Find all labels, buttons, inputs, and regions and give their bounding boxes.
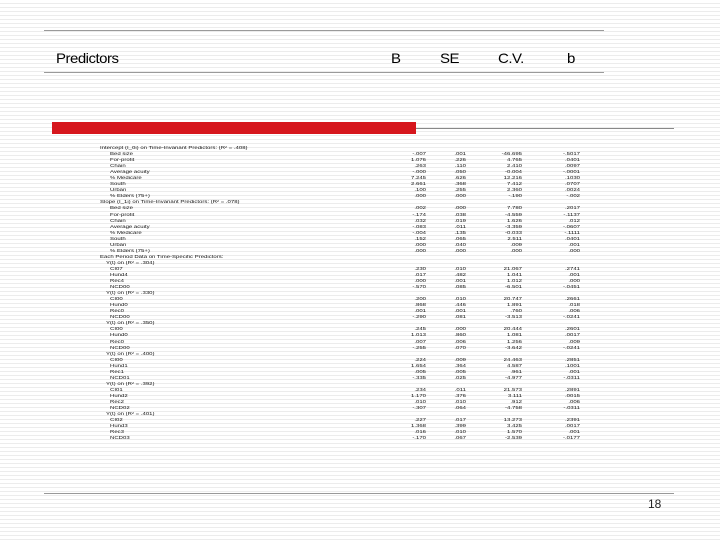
row-label: CI02 (110, 418, 123, 423)
cell-se: .006 (454, 339, 466, 345)
cell-cv: 24.463 (503, 357, 522, 363)
cell-se: .019 (454, 218, 466, 224)
row-label: Bed size (110, 206, 134, 212)
cell-beta: .0401 (564, 236, 580, 242)
row-label: CI00 (110, 327, 123, 333)
row-label: NCD00 (110, 315, 130, 320)
cell-b: .007 (414, 339, 426, 345)
row-label: Rec2 (110, 399, 125, 405)
cell-se: .010 (454, 266, 466, 272)
row-label: South (110, 236, 126, 242)
cell-beta: .1001 (564, 363, 580, 369)
cell-cv: 2.360 (506, 188, 522, 194)
row-label: Y(t) on (R² = .350) (106, 321, 155, 327)
cell-beta: .0024 (564, 188, 580, 194)
cell-cv: -3.359 (504, 224, 522, 230)
cell-beta: .0015 (564, 393, 580, 399)
cell-se: .399 (454, 424, 466, 429)
cell-b: .002 (414, 206, 426, 212)
row-label: % Elders (75+) (110, 194, 150, 200)
cell-beta: .001 (568, 369, 580, 375)
cell-se: .000 (454, 194, 466, 200)
cell-se: .009 (454, 357, 466, 363)
cell-se: .001 (454, 309, 466, 314)
cell-b: 2.661 (410, 182, 426, 187)
cell-b: -.307 (412, 406, 426, 411)
cell-b: 1.076 (410, 158, 426, 163)
cell-b: .016 (414, 430, 426, 435)
cell-se: .040 (454, 242, 466, 248)
cell-beta: .006 (568, 399, 580, 405)
cell-b: 1.013 (410, 333, 426, 339)
cell-beta: .2851 (564, 357, 580, 363)
cell-se: .482 (454, 272, 466, 278)
cell-cv: -0.004 (504, 170, 522, 175)
cell-b: .000 (414, 194, 426, 200)
cell-cv: 1.081 (506, 333, 522, 339)
header-beta: b (567, 51, 575, 67)
row-label: CI00 (110, 357, 123, 363)
cell-se: .110 (454, 164, 466, 169)
row-label: % Elders (75+) (110, 248, 150, 254)
row-label: Chain (110, 164, 126, 169)
cell-beta: -.0001 (562, 170, 580, 175)
row-label: Y(t) on (R² = .330) (106, 291, 155, 296)
cell-b: -.255 (412, 345, 426, 351)
cell-se: .011 (454, 224, 466, 230)
cell-se: .065 (454, 236, 466, 242)
cell-beta: -.0311 (563, 406, 580, 411)
accent-rule (416, 128, 674, 129)
cell-cv: 21.573 (503, 387, 522, 393)
cell-beta: .0401 (564, 158, 580, 163)
footer-rule (44, 493, 674, 494)
cell-se: .005 (454, 369, 466, 375)
header-cv: C.V. (498, 51, 524, 67)
cell-b: -.290 (412, 315, 426, 320)
row-label: Urban (110, 242, 127, 248)
cell-b: -.083 (412, 224, 426, 230)
cell-se: .001 (454, 279, 466, 284)
cell-cv: 4.587 (506, 363, 522, 369)
cell-cv: -46.695 (501, 152, 522, 157)
cell-cv: 12.216 (503, 176, 522, 181)
header-bottom-rule (44, 72, 604, 73)
cell-se: .017 (454, 418, 466, 423)
cell-se: .626 (454, 176, 466, 181)
cell-b: .001 (414, 309, 426, 314)
cell-se: .000 (454, 327, 466, 333)
cell-beta: .012 (568, 218, 580, 224)
row-label: Hund2 (110, 393, 128, 399)
cell-cv: 1.626 (506, 218, 522, 224)
cell-b: 1.170 (410, 393, 426, 399)
cell-b: 7.245 (410, 176, 426, 181)
row-label: CI01 (110, 387, 123, 393)
cell-b: .245 (414, 327, 426, 333)
cell-cv: 21.067 (503, 266, 522, 272)
cell-cv: 3.111 (507, 393, 522, 399)
cell-se: .070 (454, 345, 466, 351)
cell-beta: .0017 (564, 424, 580, 429)
cell-b: -.170 (412, 436, 426, 441)
row-label: Y(t) on (R² = .400) (106, 351, 155, 357)
cell-cv: 3.425 (506, 424, 522, 429)
cell-se: .038 (454, 212, 466, 218)
table-row (100, 437, 600, 443)
cell-b: .263 (414, 164, 426, 169)
cell-cv: -4.559 (504, 212, 522, 218)
cell-beta: .1030 (564, 176, 580, 181)
row-label: Rec3 (110, 430, 125, 435)
cell-cv: .912 (510, 399, 522, 405)
cell-cv: 20.747 (503, 297, 522, 302)
cell-se: .000 (454, 248, 466, 254)
row-label: Average acuity (110, 224, 150, 230)
row-label: Y(t) on (R² = .401) (106, 412, 155, 417)
row-label: Hund0 (110, 333, 128, 339)
cell-beta: .2891 (564, 387, 580, 393)
cell-se: .010 (454, 297, 466, 302)
row-label: NCD02 (110, 406, 130, 411)
cell-beta: -.0241 (562, 315, 580, 320)
cell-se: .860 (454, 333, 466, 339)
cell-se: .025 (454, 375, 466, 381)
cell-beta: -.0311 (563, 375, 580, 381)
cell-cv: .961 (510, 369, 522, 375)
cell-beta: .001 (568, 242, 580, 248)
row-label: Y(t) on (R² = .304) (106, 260, 155, 266)
header-predictors: Predictors (56, 51, 119, 67)
row-label: NCD00 (110, 345, 130, 351)
cell-b: .005 (414, 369, 426, 375)
row-label: Each Period Data on Time-Specific Predictors: (100, 254, 224, 260)
row-label: Rec1 (110, 369, 125, 375)
cell-b: .868 (414, 303, 426, 308)
cell-cv: 2.511 (507, 236, 522, 242)
cell-b: .017 (414, 272, 426, 278)
cell-b: .100 (414, 188, 426, 194)
cell-cv: .760 (510, 309, 522, 314)
cell-se: .010 (454, 399, 466, 405)
cell-se: .050 (454, 170, 466, 175)
cell-se: .255 (454, 188, 466, 194)
cell-cv: 1.012 (506, 279, 522, 284)
row-label: CI00 (110, 297, 123, 302)
row-label: Hund0 (110, 303, 128, 308)
cell-se: .011 (454, 387, 466, 393)
cell-cv: 7.780 (506, 206, 522, 212)
row-label: South (110, 182, 126, 187)
row-label: Bed size (110, 152, 134, 157)
cell-beta: .0707 (564, 182, 580, 187)
cell-cv: 20.444 (503, 327, 522, 333)
cell-beta: -.0451 (562, 285, 580, 290)
row-label: NCD01 (110, 375, 130, 381)
row-label: Average acuity (110, 170, 150, 175)
cell-b: .224 (414, 357, 426, 363)
cell-cv: 1.041 (506, 272, 522, 278)
cell-se: .001 (454, 152, 466, 157)
cell-beta: -.5017 (562, 152, 580, 157)
results-table (100, 147, 600, 443)
cell-beta: .000 (568, 248, 580, 254)
cell-se: .010 (454, 430, 466, 435)
cell-se: .067 (454, 436, 466, 441)
cell-cv: -0.033 (504, 230, 522, 236)
cell-cv: 2.410 (506, 164, 522, 169)
cell-se: .081 (454, 315, 466, 320)
cell-b: -.570 (412, 285, 426, 290)
cell-beta: -.0177 (562, 436, 580, 441)
cell-se: .135 (454, 230, 466, 236)
row-label: Hund1 (110, 363, 128, 369)
cell-beta: -.0607 (562, 224, 580, 230)
cell-cv: 1.256 (506, 339, 522, 345)
cell-b: -.335 (412, 375, 426, 381)
row-label: Chain (110, 218, 126, 224)
cell-se: .368 (454, 182, 466, 187)
row-label: NCD03 (110, 436, 130, 441)
cell-b: .152 (414, 236, 426, 242)
header-b: B (391, 51, 401, 67)
cell-beta: .2391 (564, 418, 580, 423)
cell-b: .000 (414, 248, 426, 254)
row-label: Y(t) on (R² = .392) (106, 381, 155, 387)
cell-beta: -.0241 (562, 345, 580, 351)
cell-beta: .2661 (564, 297, 580, 302)
cell-beta: .2017 (564, 206, 580, 212)
page-number: 18 (648, 497, 662, 511)
cell-b: 1.654 (410, 363, 426, 369)
cell-se: .085 (454, 285, 466, 290)
row-label: Rec0 (110, 309, 125, 314)
cell-beta: .006 (568, 309, 580, 314)
cell-se: .364 (454, 363, 466, 369)
cell-beta: .001 (568, 272, 580, 278)
cell-beta: .018 (568, 303, 580, 308)
cell-b: .230 (414, 266, 426, 272)
accent-bar (52, 122, 416, 134)
cell-b: .000 (414, 279, 426, 284)
cell-cv: -4.758 (504, 406, 522, 411)
cell-b: .032 (414, 218, 426, 224)
row-label: CI07 (110, 266, 123, 272)
cell-b: -.004 (412, 230, 426, 236)
row-label: Hund3 (110, 424, 128, 429)
row-label: Intercept (I_0i) on Time-Invariant Predictors: (R² = .408) (100, 146, 248, 151)
cell-se: .000 (454, 206, 466, 212)
cell-b: -.007 (412, 152, 426, 157)
cell-cv: 4.765 (506, 158, 522, 163)
row-label: For-profit (110, 212, 135, 218)
cell-b: .000 (414, 242, 426, 248)
cell-b: .010 (414, 399, 426, 405)
cell-beta: .2601 (564, 327, 580, 333)
cell-cv: 1.570 (506, 430, 522, 435)
row-label: Rec0 (110, 339, 125, 345)
row-label: Slope (I_1i) on Time-Invariant Predictors: (R² = .078) (100, 200, 240, 206)
header-se: SE (440, 51, 460, 67)
cell-se: .446 (454, 303, 466, 308)
cell-beta: .0017 (564, 333, 580, 339)
cell-se: .226 (454, 158, 466, 163)
cell-se: .064 (454, 406, 466, 411)
cell-cv: -3.513 (504, 315, 522, 320)
cell-beta: .000 (568, 279, 580, 284)
row-label: Rec4 (110, 279, 125, 284)
row-label: Hund4 (110, 272, 128, 278)
cell-cv: 7.412 (506, 182, 522, 187)
row-label: % Medicare (110, 176, 142, 181)
cell-b: -.000 (412, 170, 426, 175)
cell-cv: -2.539 (504, 436, 522, 441)
cell-beta: .2741 (564, 266, 580, 272)
cell-beta: -.1111 (564, 230, 580, 236)
cell-cv: .000 (510, 248, 522, 254)
cell-cv: 13.273 (503, 418, 522, 423)
row-label: NCD00 (110, 285, 130, 290)
cell-cv: -3.642 (504, 345, 522, 351)
cell-beta: .0097 (564, 164, 580, 169)
cell-b: .200 (414, 297, 426, 302)
cell-beta: .009 (568, 339, 580, 345)
cell-b: .234 (414, 387, 426, 393)
row-label: Urban (110, 188, 127, 194)
cell-beta: -.1137 (563, 212, 580, 218)
cell-b: .227 (414, 418, 426, 423)
cell-b: 1.368 (410, 424, 426, 429)
cell-se: .376 (454, 393, 466, 399)
cell-cv: -6.501 (504, 285, 522, 290)
cell-cv: -.190 (508, 194, 522, 200)
row-label: For-profit (110, 158, 135, 163)
cell-cv: .009 (510, 242, 522, 248)
cell-cv: 1.891 (506, 303, 522, 308)
cell-cv: -4.977 (504, 375, 522, 381)
cell-beta: -.002 (566, 194, 580, 200)
cell-b: -.174 (412, 212, 426, 218)
row-label: % Medicare (110, 230, 142, 236)
cell-beta: .001 (568, 430, 580, 435)
header-top-rule (44, 30, 604, 31)
